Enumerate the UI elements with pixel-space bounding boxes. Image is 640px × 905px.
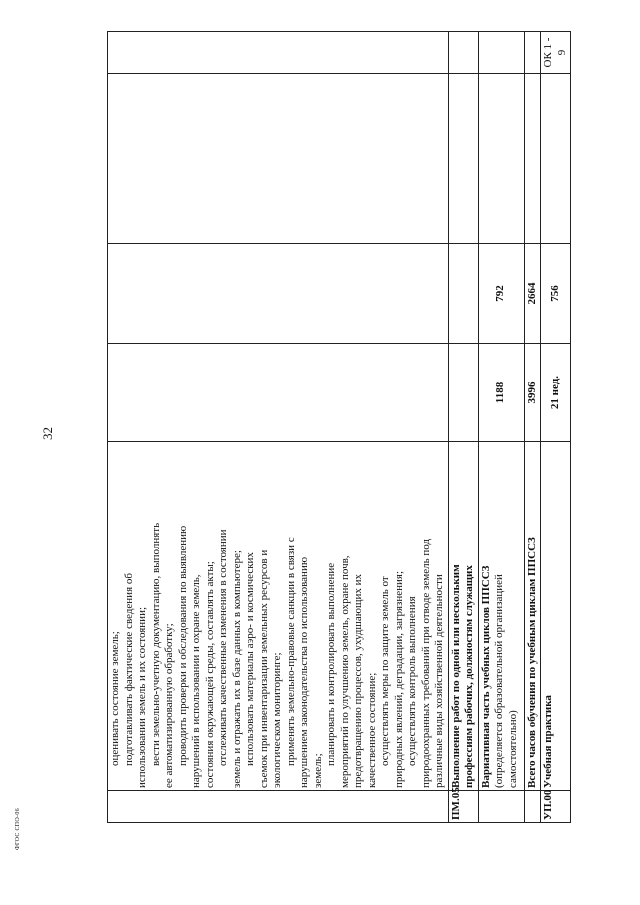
desc-line: планировать и контролировать выполнение bbox=[325, 562, 337, 766]
desc-line: различные виды хозяйственной деятельности bbox=[433, 574, 445, 788]
empty-cell bbox=[524, 74, 541, 244]
module-title-line: Выполнение работ по одной или нескольким bbox=[449, 564, 462, 788]
code-cell: УП.00 bbox=[541, 791, 571, 823]
hours-max-cell-empty bbox=[108, 344, 449, 442]
hours-req-cell: 792 bbox=[478, 244, 524, 344]
desc-line: состояния окружающей среды, составлять акты; bbox=[203, 561, 216, 788]
practice-label-cell: Учебная практика bbox=[541, 442, 571, 791]
desc-line: применять земельно-правовые санкции в связи с bbox=[284, 537, 297, 766]
module-title-line: профессиям рабочих, должностям служащих bbox=[463, 565, 475, 788]
hours-req-cell-empty bbox=[108, 244, 449, 344]
total-hours-max-cell: 3996 bbox=[524, 344, 541, 442]
competencies-cell-empty bbox=[108, 32, 449, 74]
hours-max-cell: 1188 bbox=[478, 344, 524, 442]
desc-line: проводить проверки и обследования по выявлению bbox=[176, 525, 189, 766]
desc-line: природных явлений, деградации, загрязнения; bbox=[392, 570, 405, 788]
competencies-cell: ОК 1 - 9 bbox=[541, 32, 571, 74]
desc-line: качественное состояние; bbox=[365, 672, 378, 788]
desc-line: использовании земель и их состоянии; bbox=[136, 606, 148, 788]
table-row-variative bbox=[478, 32, 524, 823]
empty-cell bbox=[541, 74, 571, 244]
desc-line: отслеживать качественные изменения в состоянии bbox=[217, 529, 229, 766]
empty-cell bbox=[524, 791, 541, 823]
footer-label: ФГОС СПО-06 bbox=[15, 808, 21, 850]
code-cell-empty bbox=[108, 791, 449, 823]
desc-line: земель и отражать их в базе данных в компьютере; bbox=[230, 550, 243, 788]
page-number: 32 bbox=[40, 427, 55, 440]
empty-cell bbox=[478, 791, 524, 823]
practice-hours-cell: 756 bbox=[541, 244, 571, 344]
desc-line: экологическом мониторинге; bbox=[271, 652, 283, 788]
desc-line: нарушений в использовании и охране земель, bbox=[190, 574, 202, 788]
empty-cell bbox=[448, 244, 478, 344]
variative-title: Вариативная часть учебных циклов ППССЗ bbox=[479, 565, 492, 788]
empty-cell bbox=[524, 32, 541, 74]
total-label-cell: Всего часов обучения по учебным циклам ППССЗ bbox=[524, 442, 541, 791]
empty-cell bbox=[478, 74, 524, 244]
desc-line: природоохранных требований при отводе земель под bbox=[419, 538, 432, 788]
variative-title-cell bbox=[478, 442, 524, 791]
table-row-up00 bbox=[541, 32, 571, 823]
table-row-skills bbox=[108, 32, 449, 823]
table-row-total bbox=[524, 32, 541, 823]
desc-line: вести земельно-учетную документацию, выполнять bbox=[149, 522, 162, 766]
practice-weeks-cell: 21 нед. bbox=[541, 344, 571, 442]
curriculum-table bbox=[107, 31, 571, 823]
total-hours-req-cell: 2664 bbox=[524, 244, 541, 344]
empty-cell bbox=[448, 344, 478, 442]
desc-line: нарушением законодательства по использованию bbox=[298, 556, 310, 788]
variative-sub-line: (определяется образовательной организацией bbox=[493, 574, 505, 788]
desc-line: предотвращению процессов, ухудшающих их bbox=[352, 574, 364, 788]
code-cell: ПМ.05 bbox=[448, 791, 478, 823]
desc-line: земель; bbox=[311, 753, 324, 788]
module-title-cell bbox=[448, 442, 478, 791]
desc-line: мероприятий по улучшению земель, охране почв, bbox=[338, 555, 351, 788]
desc-line: осуществлять контроль выполнения bbox=[406, 596, 418, 766]
desc-line: осуществлять меры по защите земель от bbox=[379, 576, 391, 766]
variative-sub-line: самостоятельно) bbox=[506, 710, 519, 788]
desc-line: съемок при инвентаризации земельных ресурсов и bbox=[257, 549, 270, 788]
empty-cell bbox=[448, 32, 478, 74]
curriculum-table-rotated bbox=[107, 32, 576, 823]
desc-line: использовать материалы аэро- и космических bbox=[244, 552, 256, 766]
desc-line: оценивать состояние земель; bbox=[109, 631, 121, 766]
desc-line: ее автоматизированную обработку; bbox=[163, 623, 175, 788]
empty-cell bbox=[448, 74, 478, 244]
table-row-pm05 bbox=[448, 32, 478, 823]
subjects-cell-empty bbox=[108, 74, 449, 244]
desc-line: подготавливать фактические сведения об bbox=[122, 573, 135, 766]
empty-cell bbox=[478, 32, 524, 74]
skills-description-cell bbox=[108, 442, 449, 791]
